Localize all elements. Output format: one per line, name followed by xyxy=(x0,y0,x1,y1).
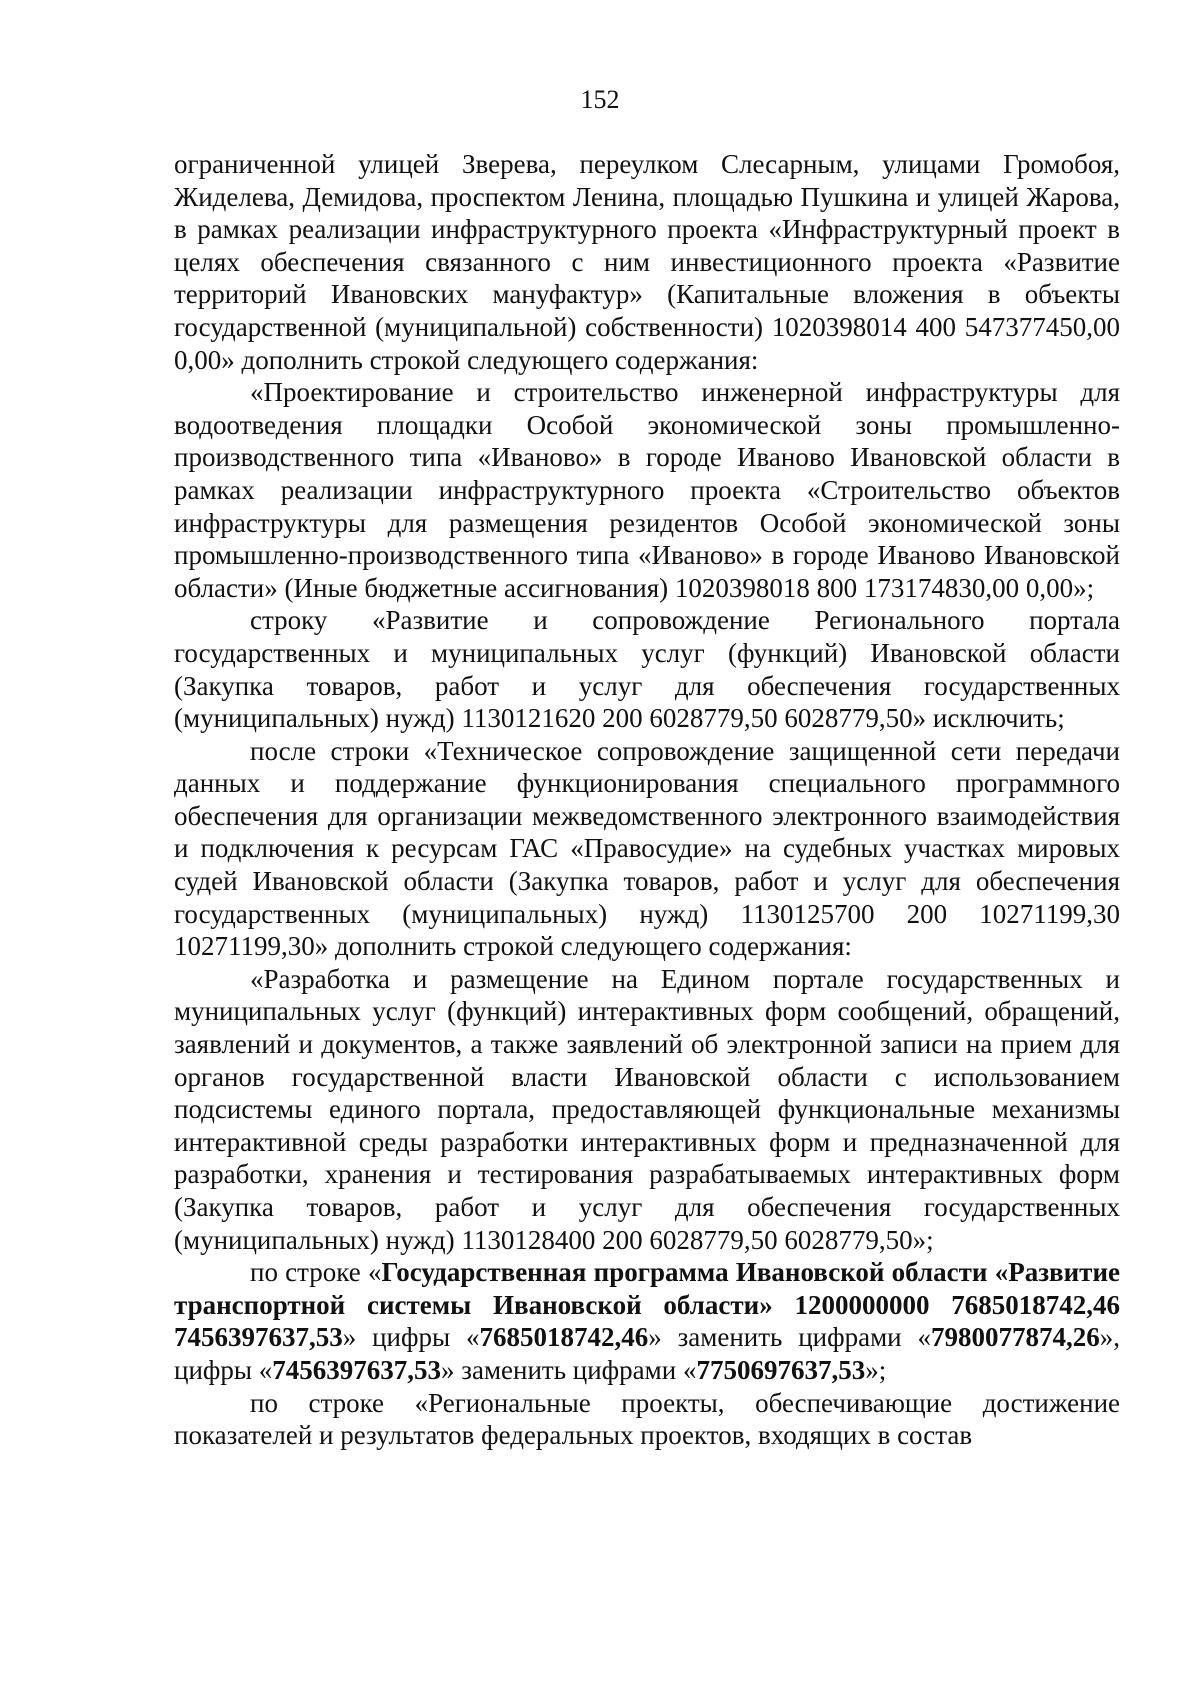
paragraph-text: »; xyxy=(865,1354,887,1385)
paragraph-text: », цифры « xyxy=(174,1322,1120,1385)
bold-old-figure: 7685018742,46 xyxy=(479,1322,649,1353)
paragraph-3 xyxy=(174,604,1120,734)
paragraph-7 xyxy=(174,1387,1120,1452)
paragraph-text: » заменить цифрами « xyxy=(648,1322,931,1353)
document-body xyxy=(174,148,1120,1452)
paragraph-text: «Проектирование и строительство инженерной инфраструктуры для водоотведения площадки Особой экономической зоны промышленно-производственного типа «Иваново» в городе Иваново Ивановской области в рамках реализации инфраструктурного проекта «Строительство объектов инфраструктуры для размещения резидентов Особой экономической зоны промышленно-производственного типа «Иваново» в городе Иваново Ивановской области» (Иные бюджетные ассигнования) 1020398018 800 173174830,00 0,00»; xyxy=(174,377,1120,603)
bold-new-figure: 7980077874,26 xyxy=(931,1322,1100,1353)
paragraph-2 xyxy=(174,376,1120,604)
paragraph-text: по строке «Региональные проекты, обеспечивающие достижение показателей и результатов федеральных проектов, входящих в состав xyxy=(174,1387,1120,1451)
paragraph-text: после строки «Техническое сопровождение защищенной сети передачи данных и поддержание функционирования специального программного обеспечения для организации межведомственного электронного взаимодействия и подключения к ресурсам ГАС «Правосудие» на судебных участках мировых судей Ивановской области (Закупка товаров, работ и услуг для обеспечения государственных (муниципальных) нужд) 1130125700 200 10271199,30 10271199,30» дополнить строкой следующего содержания: xyxy=(174,735,1120,962)
paragraph-text: » заменить цифрами « xyxy=(441,1354,697,1385)
paragraph-6 xyxy=(174,1256,1120,1386)
paragraph-4 xyxy=(174,735,1120,963)
paragraph-5 xyxy=(174,963,1120,1256)
paragraph-text: «Разработка и размещение на Едином портале государственных и муниципальных услуг (функций) интерактивных форм сообщений, обращений, заявлений и документов, а также заявлений об электронной записи на прием для органов государственной власти Ивановской области с использованием подсистемы единого портала, предоставляющей функциональные механизмы интерактивной среды разработки интерактивных форм и предназначенной для разработки, хранения и тестирования разрабатываемых интерактивных форм (Закупка товаров, работ и услуг для обеспечения государственных (муниципальных) нужд) 1130128400 200 6028779,50 6028779,50»; xyxy=(174,963,1120,1255)
page-number: 152 xyxy=(580,85,620,114)
paragraph-text: по строке « xyxy=(250,1257,382,1288)
paragraph-1 xyxy=(174,148,1120,376)
bold-new-figure: 7750697637,53 xyxy=(696,1354,866,1385)
paragraph-text: » цифры « xyxy=(342,1322,480,1353)
paragraph-text: строку «Развитие и сопровождение Регионального портала государственных и муниципальных услуг (функций) Ивановской области (Закупка товаров, работ и услуг для обеспечения государственных (муниципальных) нужд) 1130121620 200 6028779,50 6028779,50» исключить; xyxy=(174,605,1120,734)
paragraph-text: ограниченной улицей Зверева, переулком Слесарным, улицами Громобоя, Жиделева, Демидова, проспектом Ленина, площадью Пушкина и улицей Жарова, в рамках реализации инфраструктурного проекта «Инфраструктурный проект в целях обеспечения связанного с ним инвестиционного проекта «Развитие территорий Ивановских мануфактур» (Капитальные вложения в объекты государственной (муниципальной) собственности) 1020398014 400 547377450,00 0,00» дополнить строкой следующего содержания: xyxy=(174,149,1120,375)
bold-program-title: Государственная программа Ивановской области «Развитие транспортной системы Ивановской области» 1200000000 7685018742,46 7456397637,53 xyxy=(174,1257,1120,1353)
bold-old-figure: 7456397637,53 xyxy=(272,1354,442,1385)
